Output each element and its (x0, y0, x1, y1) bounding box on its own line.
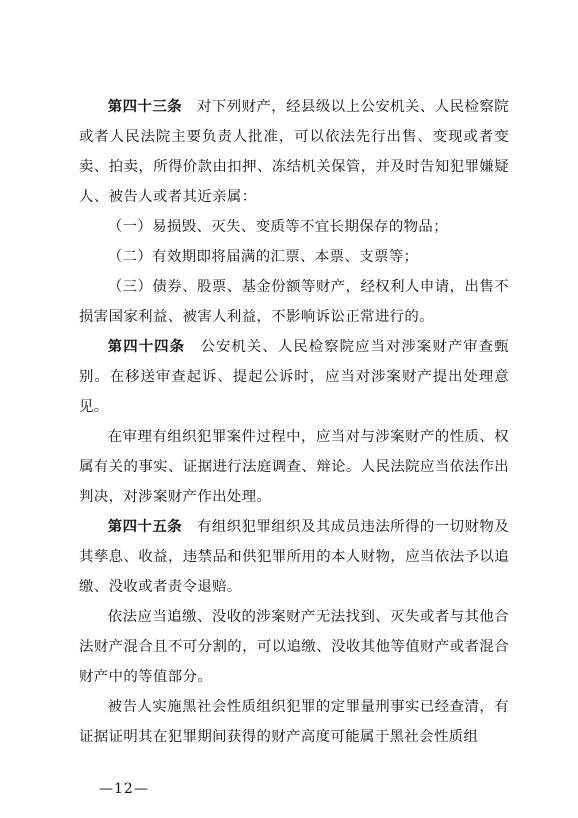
article-number: 第四十三条 (107, 99, 183, 115)
paragraph-item-2 (79, 242, 509, 272)
paragraph-text: 被告人实施黑社会性质组织犯罪的定罪量刑事实已经查清，有证据证明其在犯罪期间获得的财产高度可能属于黑社会性质组 (79, 699, 509, 745)
paragraph-article-45-2 (79, 602, 509, 692)
page-number: —12— (99, 781, 149, 797)
paragraph-text: 有组织犯罪组织及其成员违法所得的一切财物及其孳息、收益，违禁品和供犯罪所用的本人财物，应当依法予以追缴、没收或者责令退赔。 (79, 519, 509, 595)
paragraph-text: （三）债券、股票、基金份额等财产，经权利人申请，出售不损害国家利益、被害人利益，不影响诉讼正常进行的。 (79, 279, 509, 325)
paragraph-item-1 (79, 212, 509, 242)
paragraph-text: 依法应当追缴、没收的涉案财产无法找到、灭失或者与其他合法财产混合且不可分割的，可以追缴、没收其他等值财产或者混合财产中的等值部分。 (79, 609, 509, 685)
paragraph-item-3 (79, 272, 509, 332)
paragraph-article-43 (79, 92, 509, 212)
document-body (79, 92, 509, 752)
paragraph-text: （一）易损毁、灭失、变质等不宜长期保存的物品； (107, 219, 448, 235)
paragraph-article-45-3 (79, 692, 509, 752)
paragraph-text: 在审理有组织犯罪案件过程中，应当对与涉案财产的性质、权属有关的事实、证据进行法庭调查、辩论。人民法院应当依法作出判决，对涉案财产作出处理。 (79, 429, 509, 505)
paragraph-text: （二）有效期即将届满的汇票、本票、支票等； (107, 249, 419, 265)
paragraph-article-44 (79, 332, 509, 422)
paragraph-text: 公安机关、人民检察院应当对涉案财产审查甄别。在移送审查起诉、提起公诉时，应当对涉案财产提出处理意见。 (79, 339, 509, 415)
paragraph-text: 对下列财产，经县级以上公安机关、人民检察院或者人民法院主要负责人批准，可以依法先行出售、变现或者变卖、拍卖，所得价款由扣押、冻结机关保管，并及时告知犯罪嫌疑人、被告人或者其近亲属： (79, 99, 509, 205)
article-number: 第四十四条 (107, 339, 186, 355)
article-number: 第四十五条 (107, 519, 183, 535)
paragraph-article-44-2 (79, 422, 509, 512)
paragraph-article-45 (79, 512, 509, 602)
